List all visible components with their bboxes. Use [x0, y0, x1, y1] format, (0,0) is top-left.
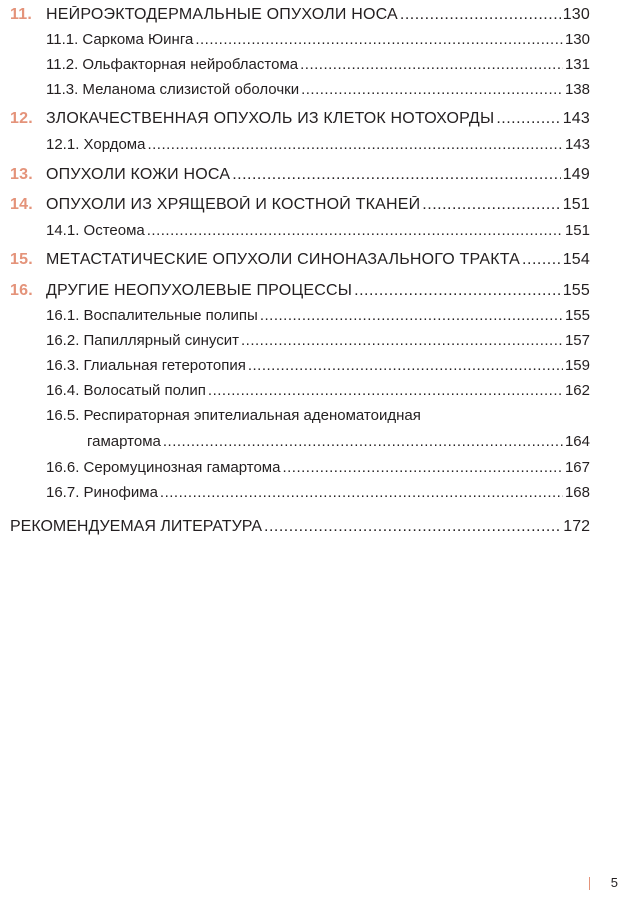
toc-chapter-13[interactable]	[10, 166, 590, 184]
toc-section-11-3[interactable]	[46, 81, 590, 98]
chapter-number: 12.	[10, 110, 33, 127]
leader-dots	[147, 222, 563, 239]
chapter-title: ОПУХОЛИ КОЖИ НОСА	[46, 166, 231, 183]
page-number: 155	[564, 307, 590, 324]
page-number: 149	[562, 166, 590, 183]
leader-dots	[354, 282, 561, 300]
leader-dots	[522, 251, 561, 269]
section-title: 16.7. Ринофима	[46, 484, 158, 501]
leader-dots	[147, 136, 563, 153]
toc-section-11-1[interactable]	[46, 31, 590, 48]
page-number: 130	[564, 31, 590, 48]
leader-dots	[195, 31, 563, 48]
page-number: 155	[562, 282, 590, 299]
chapter-number: 13.	[10, 166, 33, 183]
leader-dots	[248, 357, 563, 374]
page-number: 168	[564, 484, 590, 501]
toc-section-11-2[interactable]	[46, 56, 590, 73]
page-number: 172	[563, 518, 590, 535]
page-number: 131	[564, 56, 590, 73]
toc-chapter-15[interactable]	[10, 251, 590, 269]
chapter-title: НЕЙРОЭКТОДЕРМАЛЬНЫЕ ОПУХОЛИ НОСА	[46, 6, 398, 23]
page-number: 167	[564, 459, 590, 476]
section-title: 16.4. Волосатый полип	[46, 382, 206, 399]
footer-divider	[589, 877, 590, 890]
section-title: 16.3. Глиальная гетеротопия	[46, 357, 246, 374]
leader-dots	[300, 56, 563, 73]
page-number: 138	[564, 81, 590, 98]
toc-chapter-11[interactable]	[10, 6, 590, 24]
toc-section-16-7[interactable]	[46, 484, 590, 501]
page-number: 154	[562, 251, 590, 268]
page-number: 157	[564, 332, 590, 349]
page-number: 159	[564, 357, 590, 374]
section-title: 16.6. Серомуцинозная гамартома	[46, 459, 281, 476]
toc-section-16-2[interactable]	[46, 332, 590, 349]
toc-section-16-1[interactable]	[46, 307, 590, 324]
page-number: 151	[562, 196, 590, 213]
chapter-number: 15.	[10, 251, 33, 268]
section-title: 11.2. Ольфакторная нейробластома	[46, 56, 299, 73]
toc-recommended-literature[interactable]	[10, 518, 590, 536]
section-title: 16.5. Респираторная эпителиальная аденоматоидная	[46, 407, 421, 424]
page-number: 164	[564, 433, 590, 450]
leader-dots	[241, 332, 563, 349]
chapter-title: МЕТАСТАТИЧЕСКИЕ ОПУХОЛИ СИНОНАЗАЛЬНОГО ТРАКТА	[46, 251, 521, 268]
section-title-continued: гамартома	[87, 433, 161, 450]
leader-dots	[232, 166, 561, 184]
chapter-title: ДРУГИЕ НЕОПУХОЛЕВЫЕ ПРОЦЕССЫ	[46, 282, 353, 299]
toc-section-14-1[interactable]	[46, 222, 590, 239]
footer-page-number: 5	[610, 875, 618, 890]
page-number: 162	[564, 382, 590, 399]
toc-chapter-16[interactable]	[10, 282, 590, 300]
section-title: 16.1. Воспалительные полипы	[46, 307, 258, 324]
chapter-number: 11.	[10, 6, 32, 23]
section-title: 11.3. Меланома слизистой оболочки	[46, 81, 300, 98]
leader-dots	[301, 81, 563, 98]
toc-chapter-14[interactable]	[10, 196, 590, 214]
chapter-title: ЗЛОКАЧЕСТВЕННАЯ ОПУХОЛЬ ИЗ КЛЕТОК НОТОХОРДЫ	[46, 110, 495, 127]
page-number: 143	[562, 110, 590, 127]
leader-dots	[496, 110, 560, 128]
leader-dots	[282, 459, 563, 476]
page-number: 130	[562, 6, 590, 23]
toc-section-12-1[interactable]	[46, 136, 590, 153]
chapter-title: ОПУХОЛИ ИЗ ХРЯЩЕВОЙ И КОСТНОЙ ТКАНЕЙ	[46, 196, 421, 213]
toc-chapter-12[interactable]	[10, 110, 590, 128]
section-title: 14.1. Остеома	[46, 222, 145, 239]
toc-section-16-4[interactable]	[46, 382, 590, 399]
chapter-number: 14.	[10, 196, 33, 213]
toc-section-16-5-continued[interactable]	[87, 433, 590, 450]
page-number: 151	[564, 222, 590, 239]
leader-dots	[160, 484, 563, 501]
chapter-number: 16.	[10, 282, 33, 299]
section-title: 12.1. Хордома	[46, 136, 146, 153]
leader-dots	[163, 433, 563, 450]
toc-section-16-6[interactable]	[46, 459, 590, 476]
leader-dots	[422, 196, 560, 214]
leader-dots	[208, 382, 563, 399]
leader-dots	[264, 518, 561, 536]
toc-section-16-3[interactable]	[46, 357, 590, 374]
page-number: 143	[564, 136, 590, 153]
leader-dots	[260, 307, 563, 324]
section-title: РЕКОМЕНДУЕМАЯ ЛИТЕРАТУРА	[10, 518, 263, 535]
toc-section-16-5[interactable]	[46, 407, 590, 424]
section-title: 16.2. Папиллярный синусит	[46, 332, 239, 349]
section-title: 11.1. Саркома Юинга	[46, 31, 194, 48]
leader-dots	[400, 6, 561, 24]
